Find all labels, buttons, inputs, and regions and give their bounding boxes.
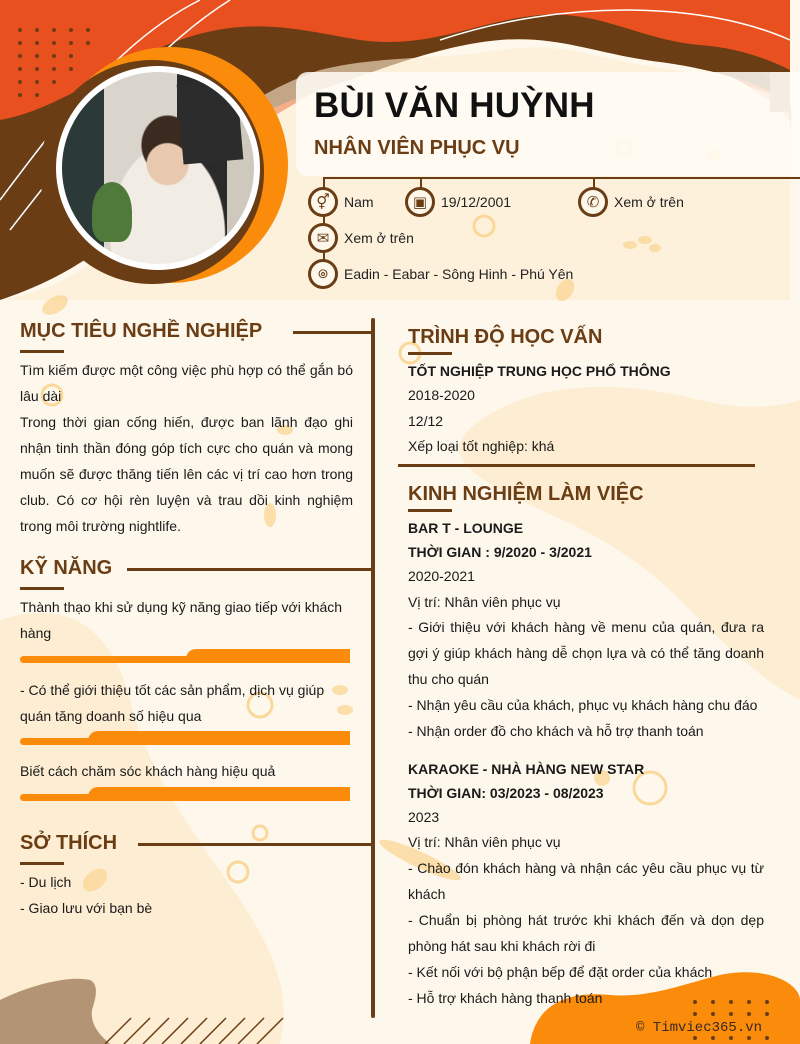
photo-poster-detail [177, 80, 244, 165]
heading-rule [138, 843, 373, 846]
email-value[interactable]: Xem ở trên [344, 230, 414, 246]
contact-divider [324, 177, 800, 179]
skill-bar-level [88, 787, 350, 801]
job-company: KARAOKE - NHÀ HÀNG NEW STAR [408, 761, 645, 777]
job-duty: - Kết nối với bộ phận bếp để đặt order của khách [408, 964, 713, 980]
section-divider [398, 464, 755, 467]
phone-value[interactable]: Xem ở trên [614, 194, 684, 210]
heading-rule [293, 331, 373, 334]
job-duty: - Hỗ trợ khách hàng thanh toán [408, 990, 603, 1006]
avatar [56, 66, 260, 270]
location-icon: ⌾ [308, 259, 338, 289]
skill-bar [20, 649, 350, 663]
birthday-value: 19/12/2001 [441, 194, 512, 210]
job-position: Vị trí: Nhân viên phục vụ [408, 594, 561, 610]
skill-bar [20, 787, 350, 801]
job-duty: - Chào đón khách hàng và nhận các yêu cầu phục vụ từ khách [408, 860, 764, 902]
education-period: 2018-2020 [408, 387, 475, 403]
job-duty: - Giới thiệu với khách hàng về menu của quán, đưa ra gợi ý giúp khách hàng dễ chọn lựa và có thể tăng doanh thu cho quán [408, 619, 764, 687]
job-title: NHÂN VIÊN PHỤC VỤ [314, 137, 520, 159]
objective-line-1: Tìm kiếm được một công việc phù hợp có thể gắn bó lâu dài [20, 362, 353, 404]
heading-underline [20, 350, 64, 353]
job-years: 2020-2021 [408, 568, 475, 584]
calendar-icon: ▣ [405, 187, 435, 217]
job-years: 2023 [408, 809, 440, 825]
skills-heading: KỸ NĂNG [20, 557, 113, 579]
heading-underline [408, 352, 452, 355]
job-company: BAR T - LOUNGE [408, 520, 524, 536]
skill-label: - Có thể giới thiệu tốt các sản phẩm, dịch vụ giúp quán tăng doanh số hiệu qua [20, 682, 325, 724]
experience-heading: KINH NGHIỆM LÀM VIỆC [408, 483, 644, 505]
education-grade: 12/12 [408, 413, 444, 429]
education-rank: Xếp loại tốt nghiệp: khá [408, 438, 555, 454]
job-duty: - Nhận yêu cầu của khách, phục vụ khách hàng chu đáo [408, 697, 758, 713]
gender-icon: ⚥ [308, 187, 338, 217]
job-time: THỜI GIAN: 03/2023 - 08/2023 [408, 785, 604, 801]
job-position: Vị trí: Nhân viên phục vụ [408, 834, 561, 850]
mail-icon: ✉ [308, 223, 338, 253]
heading-underline [20, 862, 64, 865]
gender-value: Nam [344, 194, 374, 210]
contact-email [308, 223, 414, 253]
phone-icon: ✆ [578, 187, 608, 217]
job-time: THỜI GIAN : 9/2020 - 3/2021 [408, 544, 592, 560]
contact-address [308, 259, 573, 289]
contact-phone [578, 187, 684, 217]
objective-heading: MỤC TIÊU NGHỀ NGHIỆP [20, 320, 263, 342]
objective-line-2: Trong thời gian cống hiến, được ban lãnh đạo ghi nhận tinh thần đóng góp tích cực cho quán và mong muốn sẽ được thăng tiến lên các vị trí cao hơn trong club. Có cơ hội rèn luyện và trau dồi kinh nghiệm trong môi trường nightlife. [20, 414, 353, 534]
job-duty: - Nhận order đồ cho khách và hỗ trợ thanh toán [408, 723, 704, 739]
heading-rule [127, 568, 373, 571]
profile-photo [62, 72, 254, 264]
skill-bar [20, 731, 350, 745]
education-heading: TRÌNH ĐỘ HỌC VẤN [408, 326, 603, 348]
photo-plant-detail [92, 182, 132, 242]
education-school: TỐT NGHIỆP TRUNG HỌC PHỔ THÔNG [408, 363, 671, 379]
contact-gender [308, 187, 374, 217]
skill-label: Biết cách chăm sóc khách hàng hiệu quả [20, 763, 276, 779]
hobby-item: - Du lịch [20, 874, 72, 890]
heading-underline [20, 587, 64, 590]
column-divider [371, 318, 375, 1018]
heading-underline [408, 509, 452, 512]
address-value: Eadin - Eabar - Sông Hinh - Phú Yên [344, 266, 574, 282]
skill-bar-level [88, 731, 350, 745]
hobby-item: - Giao lưu với bạn bè [20, 900, 153, 916]
watermark: © Timviec365.vn [636, 1020, 763, 1036]
contact-birthday [405, 187, 511, 217]
skill-label: Thành thạo khi sử dụng kỹ năng giao tiếp với khách hàng [20, 599, 343, 641]
candidate-name: BÙI VĂN HUỲNH [314, 86, 595, 125]
hobbies-heading: SỞ THÍCH [20, 832, 118, 854]
job-duty: - Chuẩn bị phòng hát trước khi khách đến và dọn dẹp phòng hát sau khi khách rời đi [408, 912, 764, 954]
skill-bar-level [186, 649, 350, 663]
